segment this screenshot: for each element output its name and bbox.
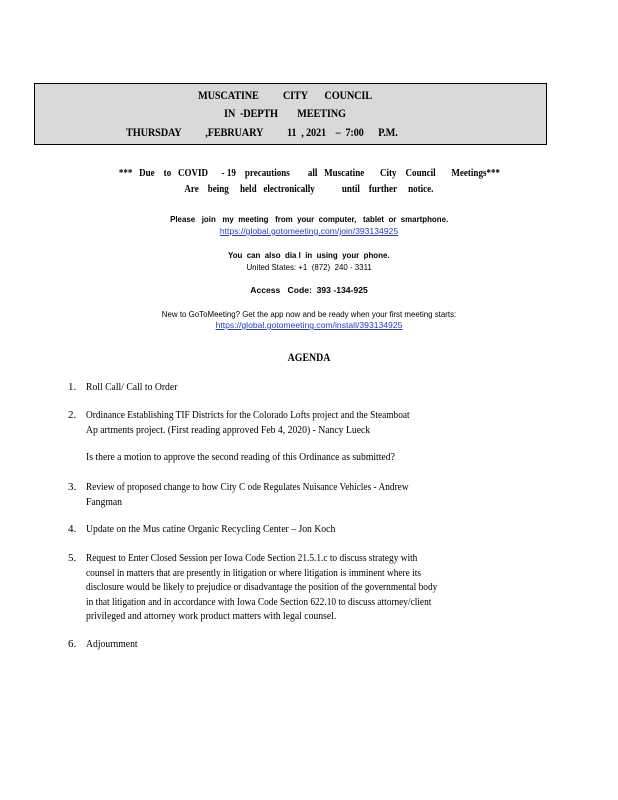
item-number: 1. bbox=[68, 381, 77, 393]
item-text: Request to Enter Closed Session per Iowa Code Section 21.5.1.c to discuss strategy with bbox=[86, 552, 418, 564]
item-text: Ap artments project. (First reading approved Feb 4, 2020) - Nancy Lueck bbox=[86, 423, 371, 436]
item-number: 5. bbox=[68, 552, 77, 564]
join-intro: Please join my meeting from your computer, tablet or smartphone. bbox=[169, 214, 449, 224]
access-code: Access Code: 393 -134-925 bbox=[250, 285, 368, 295]
item-number: 2. bbox=[68, 409, 77, 421]
motion-question: Is there a motion to approve the second reading of this Ordinance as submitted? bbox=[86, 451, 395, 463]
item-text: Fangman bbox=[86, 495, 123, 508]
join-link[interactable]: https://global.gotomeeting.com/join/393134925 bbox=[219, 226, 399, 236]
item-number: 4. bbox=[68, 523, 77, 535]
item-text: Update on the Mus catine Organic Recycling Center – Jon Koch bbox=[86, 523, 336, 535]
item-text: Ordinance Establishing TIF Districts for the Colorado Lofts project and the Steamboat bbox=[86, 409, 410, 421]
item-text: Review of proposed change to how City C ode Regulates Nuisance Vehicles - Andrew bbox=[86, 481, 409, 493]
item-number: 3. bbox=[68, 481, 77, 493]
item-text: counsel in matters that are presently in litigation or where litigation is imminent where its bbox=[86, 566, 421, 579]
dial-number: United States: +1 (872) 240 - 3311 bbox=[246, 262, 372, 272]
item-number: 6. bbox=[68, 638, 77, 650]
agenda-title: AGENDA bbox=[287, 350, 331, 364]
new-to-gotomeeting-text: New to GoToMeeting? Get the app now and be ready when your first meeting starts: bbox=[161, 309, 457, 319]
covid-notice-line-2: Are being held electronically until further notice. bbox=[184, 183, 434, 195]
item-text: Adjournment bbox=[86, 638, 138, 650]
install-link[interactable]: https://global.gotomeeting.com/install/393134925 bbox=[215, 320, 403, 330]
header-line-date: THURSDAY ,FEBRUARY 11 , 2021 – 7:00 P.M. bbox=[126, 125, 398, 139]
covid-notice-line-1: *** Due to COVID - 19 precautions all Muscatine City Council Meetings*** bbox=[118, 167, 500, 179]
header-line-meeting: IN -DEPTH MEETING bbox=[224, 106, 346, 120]
item-text: in that litigation and in accordance with Iowa Code Section 622.10 to discuss attorney/client bbox=[86, 595, 432, 608]
item-text: Roll Call/ Call to Order bbox=[86, 381, 178, 393]
item-text: disclosure would be likely to prejudice or disadvantage the position of the governmental body bbox=[86, 581, 438, 593]
dial-intro: You can also dia l in using your phone. bbox=[228, 250, 390, 260]
header-line-council: MUSCATINE CITY COUNCIL bbox=[198, 88, 372, 102]
meeting-header-box bbox=[34, 83, 547, 145]
item-text: privileged and attorney work product matters with legal counsel. bbox=[86, 610, 337, 622]
